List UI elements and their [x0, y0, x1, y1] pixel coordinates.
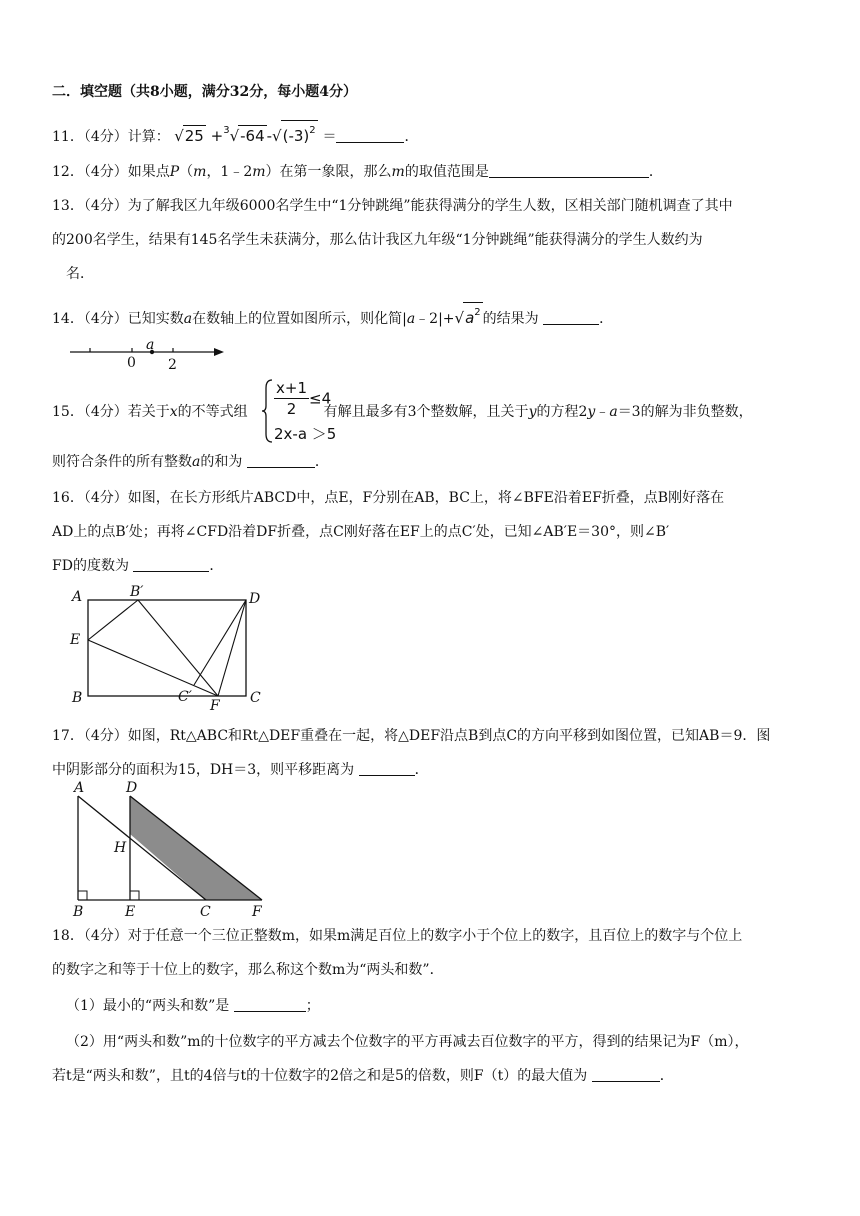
answer-blank-17[interactable]	[359, 761, 415, 776]
right-angle-B	[78, 891, 87, 900]
axis-label-2: 2	[168, 357, 177, 373]
label-D: D	[126, 780, 138, 796]
question-13-line3: 名．	[66, 266, 94, 282]
answer-blank-16[interactable]	[133, 557, 209, 572]
inequality-1: $\frac{x+1}{2}$ ≤4	[276, 379, 332, 418]
question-18-line1: 18．（4分）对于任意一个三位正整数m，如果m满足百位上的数字小于个位上的数字，且百位上的数字与个位上	[52, 928, 743, 944]
number-line-arrow	[214, 348, 224, 356]
answer-blank-15[interactable]	[247, 453, 315, 468]
label-F: F	[210, 698, 220, 714]
sqrt-neg3-squared: $√(-3)^2$	[272, 120, 318, 146]
sqrt-a-squared: $√a^2$	[455, 302, 483, 328]
number-line-figure	[70, 338, 230, 374]
label-C: C	[250, 690, 261, 706]
answer-blank-11[interactable]	[336, 128, 404, 143]
figure-rectangle-fold	[66, 584, 276, 714]
question-18-part1: （1）最小的“两头和数”是 ；	[66, 998, 320, 1014]
label-D: D	[249, 591, 261, 607]
answer-blank-18-2[interactable]	[592, 1067, 660, 1082]
figure-translated-triangles	[66, 782, 276, 922]
label-C: C	[200, 904, 211, 920]
label-A: A	[74, 780, 85, 796]
answer-blank-18-1[interactable]	[234, 997, 306, 1012]
question-11: 11．（4分）计算： √25 +$^3$√-64 $-√(-3)^2$ ＝ ．	[52, 120, 418, 147]
label-B: B	[73, 904, 84, 920]
inequality-2: 2x-a ＞5	[274, 425, 337, 443]
axis-label-a: a	[146, 337, 155, 353]
question-16-line2: AD上的点B′处；再将∠CFD沿着DF折叠，点C刚好落在EF上的点C′处，已知∠AB′E＝30°，则∠B′	[52, 524, 670, 540]
cube-root-neg64: √-64	[229, 127, 265, 145]
system-brace	[262, 378, 274, 444]
q11-prefix: 11．（4分）计算：	[52, 129, 170, 145]
label-C1: C′	[178, 689, 192, 705]
question-16-line3: FD的度数为 ．	[52, 558, 224, 574]
label-B1: B′	[130, 584, 144, 600]
question-18-line2: 的数字之和等于十位上的数字，那么称这个数m为“两头和数”．	[52, 962, 444, 978]
section-title: 二．填空题（共8小题，满分32分，每小题4分）	[52, 84, 357, 100]
q11-expression: √25 +$^3$√-64 $-√(-3)^2$	[174, 127, 322, 145]
question-14: 14．（4分）已知实数a在数轴上的位置如图所示，则化简$|a﹣2|+√a^2$ 的结果为 ．	[52, 302, 613, 329]
segment-EF	[88, 640, 218, 696]
label-E: E	[125, 904, 136, 920]
answer-blank-14[interactable]	[543, 310, 599, 325]
question-18-part2-line2: 若t是“两头和数”，且t的4倍与t的十位数字的2倍之和是5的倍数，则F（t）的最大值为 ．	[52, 1068, 674, 1084]
question-17-line1: 17．（4分）如图，Rt△ABC和Rt△DEF重叠在一起，将△DEF沿点B到点C的方向平移到如图位置，已知AB＝9．图	[52, 728, 771, 744]
label-H: H	[114, 840, 127, 856]
axis-label-0: 0	[127, 355, 136, 371]
question-17-line2: 中阴影部分的面积为15，DH＝3，则平移距离为 ．	[52, 762, 429, 778]
question-16-line1: 16．（4分）如图，在长方形纸片ABCD中，点E，F分别在AB，BC上，将∠BFE沿着EF折叠，点B刚好落在	[52, 490, 725, 506]
label-E: E	[70, 632, 81, 648]
segment-DF	[218, 600, 246, 696]
question-15-line2: 则符合条件的所有整数a的和为 ．	[52, 454, 329, 470]
question-13-line2: 的200名学生，结果有145名学生未获满分，那么估计我区九年级“1分钟跳绳”能获得满分的学生人数约为	[52, 232, 703, 248]
label-A: A	[72, 589, 83, 605]
answer-blank-12[interactable]	[489, 163, 649, 178]
segment-DC1	[194, 600, 246, 685]
sqrt-25: √25	[174, 127, 204, 145]
question-18-part2-line1: （2）用“两头和数”m的十位数字的平方减去个位数字的平方再减去百位数字的平方，得到的结果记为F（m），	[66, 1034, 749, 1050]
segment-EB1	[88, 600, 138, 640]
label-B: B	[72, 690, 83, 706]
question-15: 15．（4分）若关于x的不等式组 有解且最多有3个整数解，且关于y的方程2y﹣a＝3的解为非负整数，	[52, 404, 753, 420]
question-13-line1: 13．（4分）为了解我区九年级6000名学生中“1分钟跳绳”能获得满分的学生人数，区相关部门随机调查了其中	[52, 198, 733, 214]
question-12: 12．（4分）如果点P（m，1﹣2m）在第一象限，那么m的取值范围是 ．	[52, 164, 663, 180]
segment-B1F	[138, 600, 218, 696]
label-F: F	[252, 904, 262, 920]
